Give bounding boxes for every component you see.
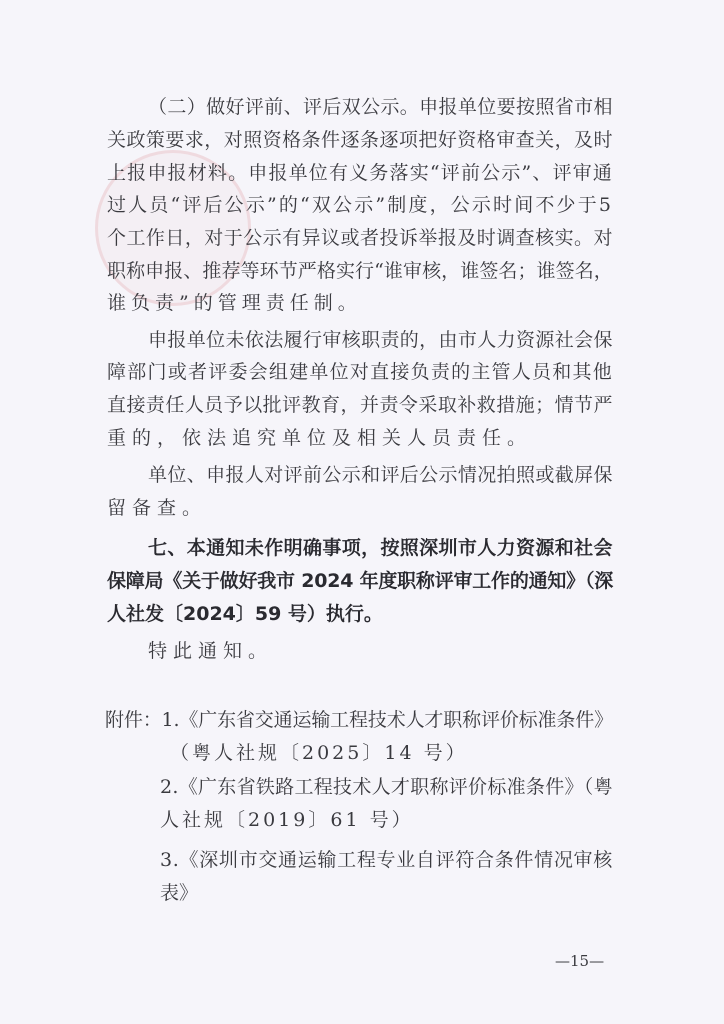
text-line: 过人员“评后公示”的“双公示”制度，公示时间不少于5 — [107, 194, 614, 216]
text-line: 职称申报、推荐等环节严格实行“谁审核，谁签名；谁签名， — [107, 260, 613, 282]
text-line: 上报申报材料。申报单位有义务落实“评前公示”、评审通 — [107, 162, 614, 184]
text-line: 重的，依法追究单位及相关人员责任。 — [107, 427, 533, 449]
text-line: 保障局《关于做好我市 2024 年度职称评审工作的通知》（深 — [107, 570, 614, 592]
text-line: 申报单位未依法履行审核职责的，由市人力资源社会保 — [148, 329, 613, 351]
attachment-item-1: 附件：1.《广东省交通运输工程技术人才职称评价标准条件》 — [105, 709, 613, 731]
attachment-item-3: 3.《深圳市交通运输工程专业自评符合条件情况审核 — [160, 849, 613, 871]
text-line: 障部门或者评委会组建单位对直接负责的主管人员和其他 — [107, 361, 614, 383]
attachment-item-1-continued: （粤人社规〔2025〕14 号） — [170, 742, 468, 764]
text-line: 个工作日，对于公示有异议或者投诉举报及时调查核实。对 — [107, 227, 613, 249]
page-number: —15— — [555, 952, 605, 970]
text-line: 人社发〔2024〕59 号）执行。 — [107, 603, 383, 625]
text-line: （二）做好评前、评后双公示。申报单位要按照省市相 — [148, 96, 613, 118]
closing-text: 特此通知。 — [148, 640, 274, 662]
text-line: 留备查。 — [107, 497, 208, 519]
text-line: 谁负责”的管理责任制。 — [107, 292, 362, 314]
text-line: 七、本通知未作明确事项，按照深圳市人力资源和社会 — [148, 537, 613, 559]
attachment-item-2-continued: 人社规〔2019〕61 号） — [160, 809, 414, 831]
text-line: 直接责任人员予以批评教育，并责令采取补救措施；情节严 — [107, 394, 613, 416]
text-line: 单位、申报人对评前公示和评后公示情况拍照或截屏保 — [148, 464, 613, 486]
text-line: 关政策要求，对照资格条件逐条逐项把好资格审查关，及时 — [107, 129, 613, 151]
attachment-item-2: 2.《广东省铁路工程技术人才职称评价标准条件》（粤 — [160, 776, 613, 798]
attachment-item-3-continued: 表》 — [160, 882, 199, 904]
